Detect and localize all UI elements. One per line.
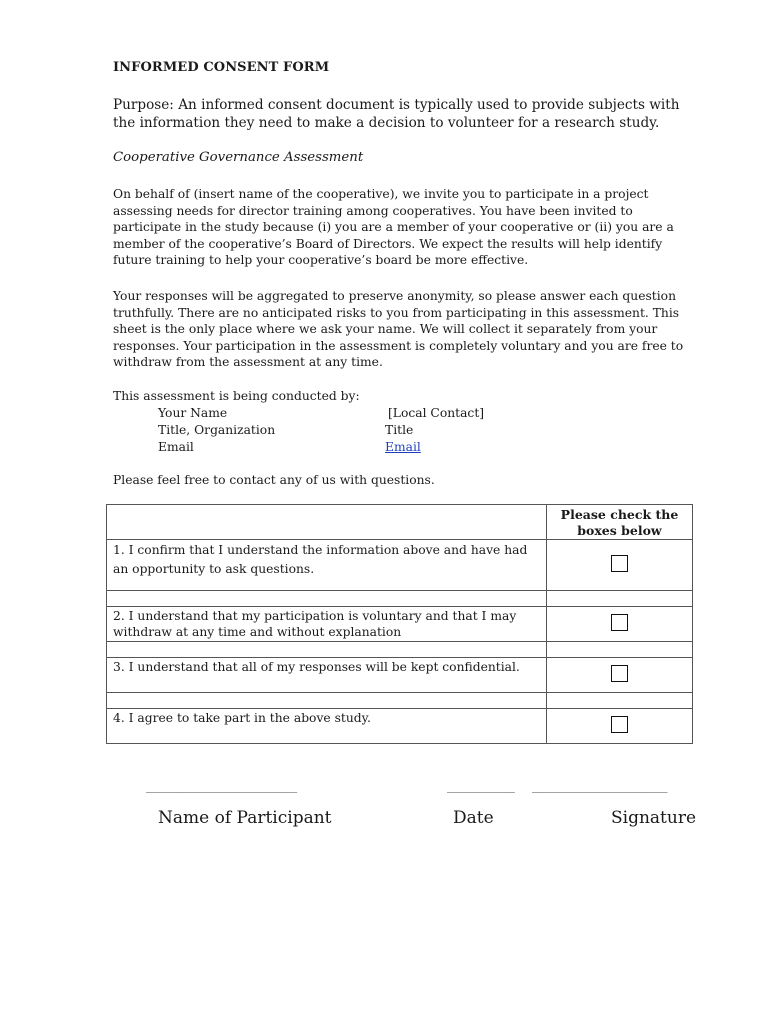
date-label: Date	[453, 808, 494, 828]
form-title: INFORMED CONSENT FORM	[113, 60, 330, 75]
checkbox-statement-1[interactable]	[611, 555, 628, 572]
spacer-row	[107, 693, 693, 709]
contact-name: Your Name	[158, 406, 228, 420]
checkbox-statement-2[interactable]	[611, 614, 628, 631]
signature-line[interactable]: __________________________	[532, 780, 668, 793]
contact-email: Email	[158, 440, 194, 454]
contact-title: Title, Organization	[158, 423, 276, 437]
signature-label: Signature	[611, 808, 697, 828]
invitation-paragraph: On behalf of (insert name of the cooperative), we invite you to participate in a project assessing needs for director training among cooperatives. You have been invited to participate in the study because (i) you are a member of your cooperative or (ii) you are a member of the cooperative’s Board of Directors. We expect the results will help identify future training to help your cooperative’s board be more effective.	[113, 187, 674, 268]
checkbox-statement-3[interactable]	[611, 665, 628, 682]
local-contact-title: Title	[385, 423, 414, 437]
contact-note: Please feel free to contact any of us with questions.	[113, 473, 435, 487]
checkbox-column-header: Please check the boxes below	[560, 506, 679, 538]
spacer-row	[107, 591, 693, 607]
checkbox-statement-4[interactable]	[611, 716, 628, 733]
table-row	[107, 658, 693, 693]
local-contact-name: [Local Contact]	[388, 406, 485, 420]
assessment-subtitle: Cooperative Governance Assessment	[113, 150, 364, 165]
statement-3: 3. I understand that all of my responses will be kept confidential.	[113, 660, 520, 674]
header-empty-cell	[107, 505, 547, 540]
participant-name-line[interactable]: _____________________________	[146, 780, 297, 793]
table-row	[107, 607, 693, 642]
participant-name-label: Name of Participant	[158, 808, 332, 828]
anonymity-paragraph: Your responses will be aggregated to preserve anonymity, so please answer each question truthfully. There are no anticipated risks to you from participating in this assessment. This sheet is the only place where we ask your name. We will collect it separately from your responses. Your participation in the assessment is completely voluntary and you are free to withdraw from the assessment at any time.	[113, 289, 684, 370]
consent-checklist-table	[106, 504, 693, 744]
conducted-by-intro: This assessment is being conducted by:	[113, 389, 360, 403]
statement-4: 4. I agree to take part in the above study.	[113, 711, 371, 725]
table-row	[107, 709, 693, 744]
statement-2: 2. I understand that my participation is voluntary and that I may withdraw at any time and without explanation	[113, 609, 517, 639]
statement-1: 1. I confirm that I understand the information above and have had an opportunity to ask questions.	[113, 543, 528, 576]
spacer-row	[107, 642, 693, 658]
local-contact-email-link[interactable]: Email	[385, 440, 421, 454]
purpose-text: Purpose: An informed consent document is typically used to provide subjects with the information they need to make a decision to volunteer for a research study.	[113, 97, 680, 131]
table-row	[107, 540, 693, 591]
date-line[interactable]: _____________	[447, 780, 515, 793]
